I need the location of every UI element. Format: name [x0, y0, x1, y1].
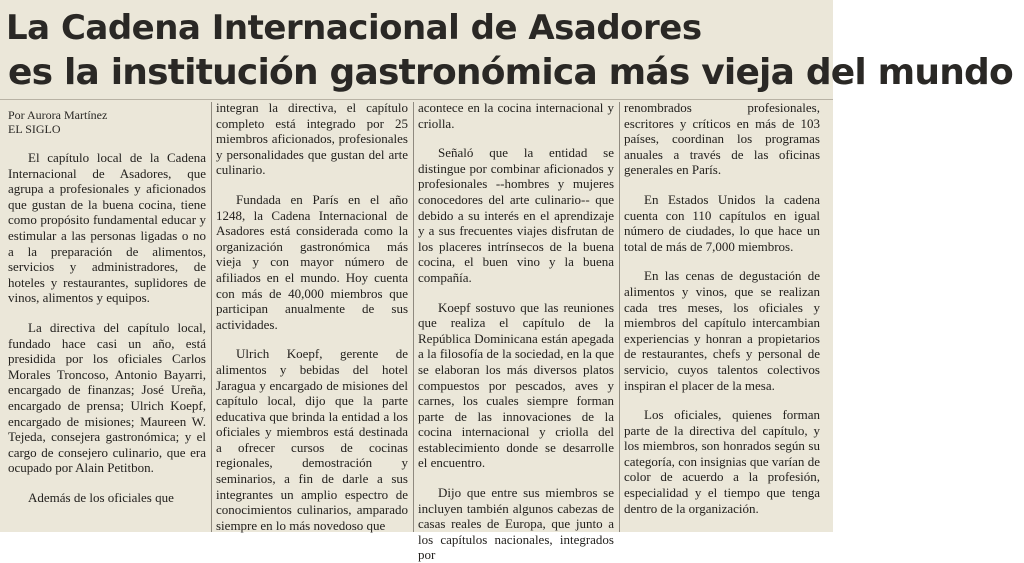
column-3-paragraph-1: acontece en la cocina internacional y criolla.	[418, 100, 614, 131]
column-1-paragraph-2: La directiva del capítulo local, fundado hace casi un año, está presidida por los oficiales Carlos Morales Troncoso, Antonio Bayarri, encargado de finanzas; José Ureña, encargado de prensa; Ulrich Koepf, encargado de misiones; Maureen W. Tejeda, consejera gastronómica; y el cargo de consejero culinario, que era ocupado por Alain Petitbon.	[8, 319, 206, 476]
column-2-paragraph-3: Ulrich Koepf, gerente de alimentos y bebidas del hotel Jaragua y encargado de misiones del capítulo local, dijo que la parte educativa que brinda la entidad a los oficiales y miembros está destinada a ofrecer cursos de cocinas regionales, demostración y seminarios, a fin de darle a sus integrantes un amplio espectro de conocimientos culinarios, amparado siempre en lo más novedoso que	[216, 346, 408, 533]
headline-line-2: es la institución gastronómica más vieja del mundo	[8, 52, 1013, 93]
column-4-paragraph-4: Los oficiales, quienes forman parte de la directiva del capítulo, y los miembros, son honrados según su categoría, con insignias que varían de color de acuerdo a la profesión, especialidad y el tiempo que tenga dentro de la organización.	[624, 407, 820, 516]
column-2-paragraph-1: integran la directiva, el capítulo completo está integrado por 25 miembros aficionados, profesionales y personalidades que gustan del arte culinario.	[216, 100, 408, 178]
byline-author: Por Aurora Martínez	[8, 108, 108, 122]
column-4-paragraph-2: En Estados Unidos la cadena cuenta con 110 capítulos en igual número de ciudades, lo que hace un total de más de 7,000 miembros.	[624, 191, 820, 254]
article-column-1	[8, 150, 206, 532]
column-2-paragraph-2: Fundada en París en el año 1248, la Cadena Internacional de Asadores está considerada como la organización gastronómica más vieja y con mayor número de afiliados en el mundo. Hoy cuenta con más de 40,000 miembros que participan anualmente de sus actividades.	[216, 191, 408, 332]
column-divider-1	[211, 102, 212, 532]
article-column-4	[624, 100, 820, 532]
column-4-paragraph-3: En las cenas de degustación de alimentos y vinos, que se realizan cada tres meses, los oficiales y miembros del capítulo intercambian experiencias y honran a propietarios de restaurantes, chefs y personal de servicio, cuyos talentos colectivos inspiran el placer de la mesa.	[624, 268, 820, 393]
column-1-paragraph-1: El capítulo local de la Cadena Internacional de Asadores, que agrupa a profesionales y aficionados que gustan de la buena cocina, tiene como propósito fundamental educar y estimular a las personas ligadas o no a la preparación de alimentos, servicios y administradores, de hoteles y restaurantes, suplidores de vinos, alimentos y equipos.	[8, 150, 206, 306]
column-divider-2	[413, 102, 414, 532]
article-column-2	[216, 100, 408, 532]
byline-publication: EL SIGLO	[8, 122, 61, 136]
column-3-paragraph-2: Señaló que la entidad se distingue por combinar aficionados y profesionales --hombres y mujeres conocedores del arte culinario-- que debido a su interés en el aprendizaje y a sus frecuentes viajes disfrutan de los placeres intrínsecos de la buena cocina, el buen vino y la buena compañía.	[418, 145, 614, 285]
column-3-paragraph-3: Koepf sostuvo que las reuniones que realiza el capítulo de la República Dominicana están apegada a la filosofía de la sociedad, en la que se elaboran los más diversos platos compuestos por pescados, aves y carnes, los cuales siempre forman parte de las innovaciones de la cocina internacional y criolla del establecimiento donde se desarrolle el encuentro.	[418, 299, 614, 471]
article-column-3	[418, 100, 614, 563]
column-3-paragraph-4: Dijo que entre sus miembros se incluyen también algunos cabezas de casas reales de Europa, que junto a los capítulos nacionales, integrados por	[418, 485, 614, 563]
column-divider-3	[619, 102, 620, 532]
column-1-paragraph-3: Además de los oficiales que	[28, 489, 174, 505]
byline	[8, 108, 107, 136]
headline-line-1: La Cadena Internacional de Asadores	[6, 8, 702, 48]
column-4-paragraph-1: renombrados profesionales, escritores y críticos en más de 103 países, coordinan los programas anuales a través de las oficinas generales en París.	[624, 100, 820, 178]
